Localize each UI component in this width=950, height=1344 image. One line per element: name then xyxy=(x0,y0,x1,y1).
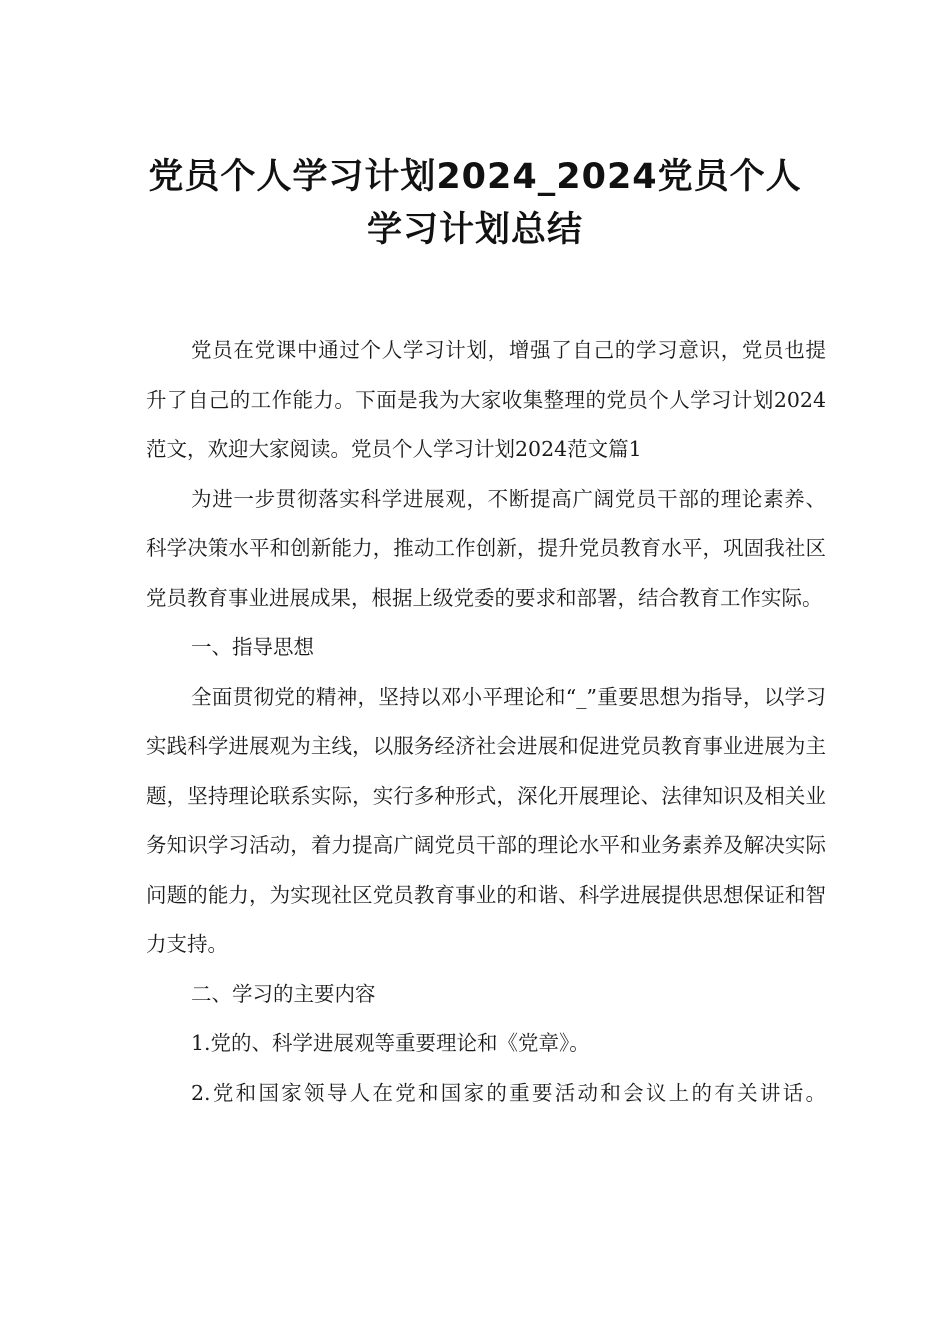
paragraph-intro: 党员在党课中通过个人学习计划，增强了自己的学习意识，党员也提升了自己的工作能力。下面是我为大家收集整理的党员个人学习计划2024范文，欢迎大家阅读。党员个人学习计划2024范文篇1 xyxy=(146,338,826,461)
title-line-1: 党员个人学习计划2024_2024党员个人 xyxy=(148,157,802,198)
paragraph-purpose: 为进一步贯彻落实科学进展观，不断提高广阔党员干部的理论素养、科学决策水平和创新能力，推动工作创新，提升党员教育水平，巩固我社区党员教育事业进展成果，根据上级党委的要求和部署，结合教育工作实际。 xyxy=(146,486,826,610)
document-title xyxy=(100,151,850,257)
paragraph-guiding-ideology: 全面贯彻党的精神，坚持以邓小平理论和“_”重要思想为指导，以学习实践科学进展观为主线，以服务经济社会进展和促进党员教育事业进展为主题，坚持理论联系实际，实行多种形式，深化开展理论、法律知识及相关业务知识学习活动，着力提高广阔党员干部的理论水平和业务素养及解决实际问题的能力，为实现社区党员教育事业的和谐、科学进展提供思想保证和智力支持。 xyxy=(146,684,826,956)
title-line-2: 学习计划总结 xyxy=(366,210,583,251)
document-body xyxy=(146,326,826,1118)
section-heading-guiding-ideology: 一、指导思想 xyxy=(191,635,314,659)
section-heading-main-content: 二、学习的主要内容 xyxy=(191,981,376,1006)
list-item-1: 1.党的、科学进展观等重要理论和《党章》。 xyxy=(191,1031,590,1055)
list-item-2: 2.党和国家领导人在党和国家的重要活动和会议上的有关讲话。 xyxy=(191,1080,826,1105)
